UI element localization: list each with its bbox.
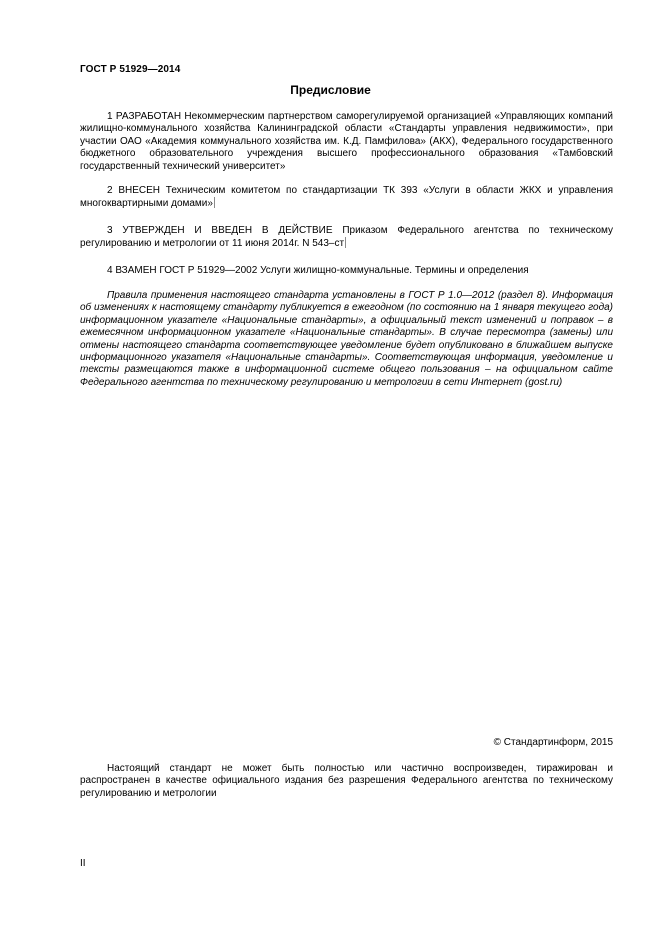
preface-item-submitted-text: 2 ВНЕСЕН Техническим комитетом по стандартизации ТК 393 «Услуги в области ЖКХ и управления многоквартирными домами» <box>80 185 613 210</box>
preface-item-developed <box>80 111 613 173</box>
preface-item-approved <box>80 225 613 251</box>
reproduction-notice-text: Настоящий стандарт не может быть полностью или частично воспроизведен, тиражирован и распространен в качестве официального издания без разрешения Федерального агентства по техническому регулированию и метрологии <box>80 763 613 799</box>
application-rules-note-text: Правила применения настоящего стандарта установлены в ГОСТ Р 1.0—2012 (раздел 8). Информация об изменениях к настоящему стандарту публикуется в ежегодном (по состоянию на 1 января текущего года) информационном указателе «Национальные стандарты», а официальный текст изменений и поправок – в ежемесячном информационном указателе «Национальные стандарты». В случае пересмотра (замены) или отмены настоящего стандарта соответствующее уведомление будет опубликовано в ближайшем выпуске информационного указателя «Национальные стандарты». Соответствующая информация, уведомление и тексты размещаются также в информационной системе общего пользования – на официальном сайте Федерального агентства по техническому регулированию и метрологии в сети Интернет (gost.ru) <box>80 290 613 388</box>
copyright-line: © Стандартинформ, 2015 <box>493 737 613 748</box>
application-rules-note <box>80 290 613 389</box>
preface-item-developed-text: 1 РАЗРАБОТАН Некоммерческим партнерством саморегулируемой организацией «Управляющих компаний жилищно-коммунального хозяйства Калининградской области «Стандарты управления недвижимости», при участии ОАО «Академия коммунального хозяйства им. К.Д. Памфилова» (АКХ), Федерального государственного бюджетного образовательного учреждения высшего профессионального образования «Тамбовский государственный технический университет» <box>80 111 613 172</box>
preface-item-approved-text: 3 УТВЕРЖДЕН И ВВЕДЕН В ДЕЙСТВИЕ Приказом Федерального агентства по техническому регулированию и метрологии от 11 июня 2014г. N 543–ст <box>80 225 613 250</box>
text-cursor-mark <box>345 237 346 248</box>
page-number: II <box>80 858 86 869</box>
preface-item-replaces <box>80 265 613 277</box>
preface-item-replaces-text: 4 ВЗАМЕН ГОСТ Р 51929—2002 Услуги жилищно-коммунальные. Термины и определения <box>107 265 529 276</box>
document-code: ГОСТ Р 51929—2014 <box>80 64 181 75</box>
reproduction-notice <box>80 763 613 800</box>
preface-title: Предисловие <box>290 83 371 97</box>
text-cursor-mark <box>214 197 215 208</box>
preface-item-submitted <box>80 185 613 211</box>
